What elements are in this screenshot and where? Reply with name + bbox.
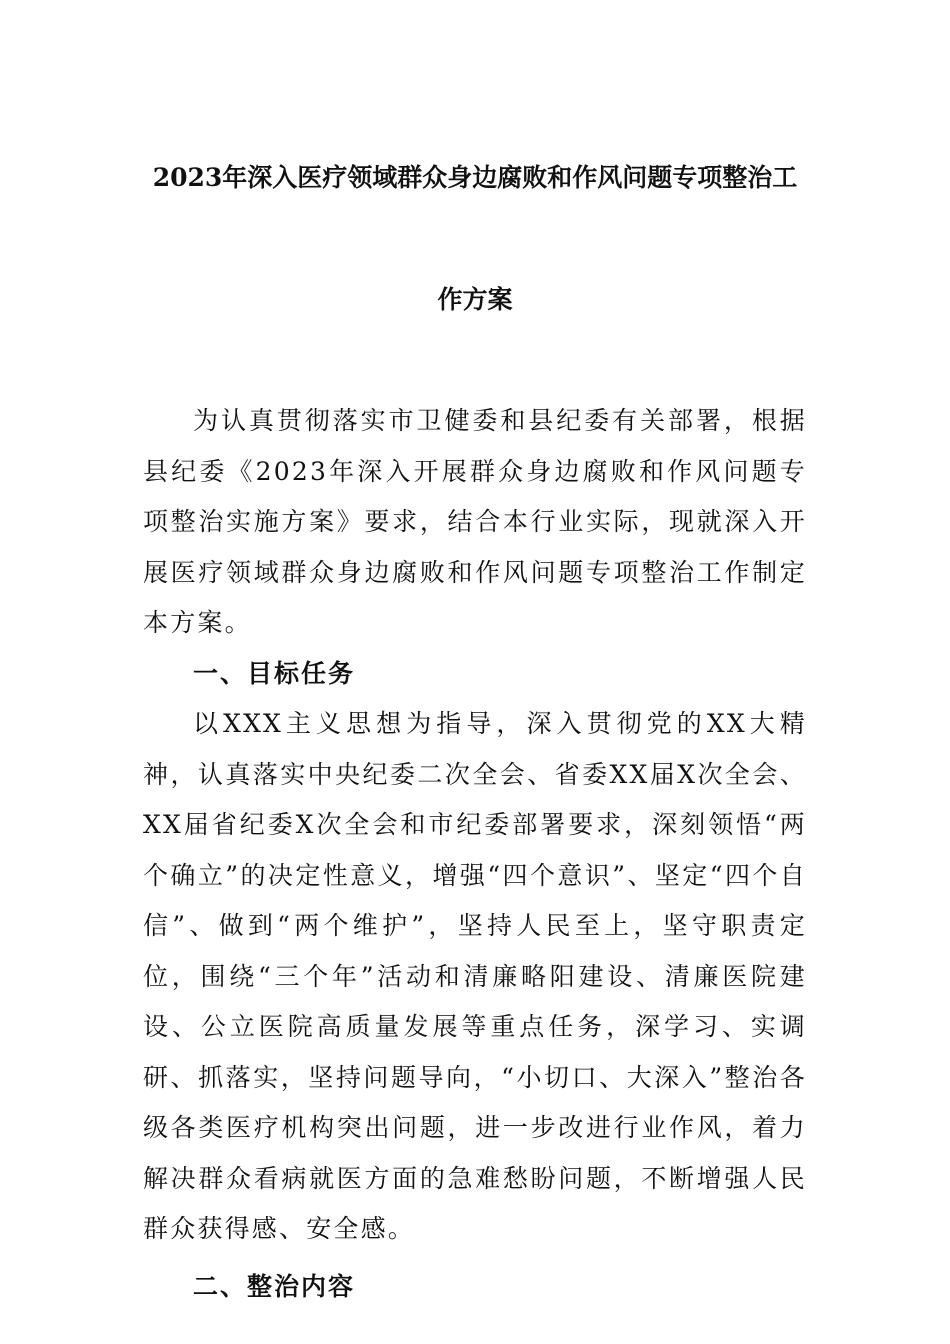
section-heading-content: 二、整治内容 — [193, 1271, 356, 1301]
document-title-line-2: 作方案 — [437, 285, 513, 314]
section-heading-goals: 一、目标任务 — [193, 658, 356, 688]
goals-paragraph: 以XXX主义思想为指导，深入贯彻党的XX大精神，认真落实中央纪委二次全会、省委XX届X次全会、XX届省纪委X次全会和市纪委部署要求，深刻领悟“两个确立”的决定性意义，增强“四个意识”、坚定“四个自信”、做到“两个维护”，坚持人民至上，坚守职责定位，围绕“三个年”活动和清廉略阳建设、清廉医院建设、公立医院高质量发展等重点任务，深学习、实调研、抓落实，坚持问题导向，“小切口、大深入”整治各级各类医疗机构突出问题，进一步改进行业作风，着力解决群众看病就医方面的急难愁盼问题，不断增强人民群众获得感、安全感。 — [143, 709, 807, 1243]
intro-paragraph: 为认真贯彻落实市卫健委和县纪委有关部署，根据县纪委《2023年深入开展群众身边腐败和作风问题专项整治实施方案》要求，结合本行业实际，现就深入开展医疗领域群众身边腐败和作风问题专项整治工作制定本方案。 — [143, 406, 807, 637]
document-title-line-1: 2023年深入医疗领域群众身边腐败和作风问题专项整治工 — [152, 163, 798, 192]
document-body — [143, 396, 807, 1312]
